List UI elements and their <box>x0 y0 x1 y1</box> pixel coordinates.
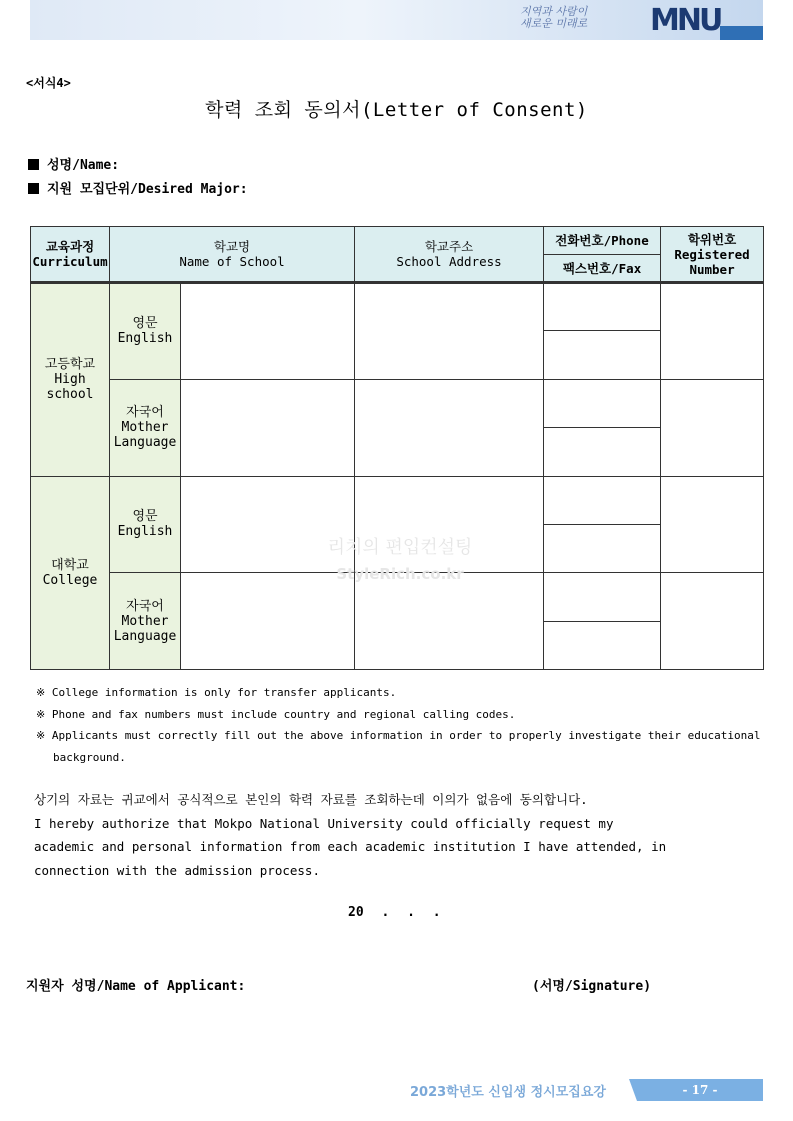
hs-english-phone-cell[interactable] <box>544 283 661 331</box>
college-mother-registered-number-cell[interactable] <box>661 573 764 670</box>
college-mother-school-address-cell[interactable] <box>355 573 544 670</box>
slogan-line1: 지역과 사람이 <box>520 5 588 18</box>
page-number-band <box>637 1079 763 1101</box>
school-address-header: 학교주소 School Address <box>355 227 544 283</box>
square-bullet-icon <box>28 183 39 194</box>
footer-guide-title: 2023학년도 신입생 정시모집요강 <box>410 1085 606 1100</box>
square-bullet-icon <box>28 159 39 170</box>
major-field <box>28 178 248 197</box>
hs-mother-fax-cell[interactable] <box>544 428 661 476</box>
notes <box>36 682 771 768</box>
college-mother-language-label: 자국어 Mother Language <box>110 573 181 670</box>
school-name-header: 학교명 Name of School <box>110 227 355 283</box>
phone-header: 전화번호/Phone <box>544 227 661 255</box>
high-school-label: 고등학교 High school <box>31 283 110 477</box>
university-logo: MNU <box>650 3 721 38</box>
hs-mother-registered-number-cell[interactable] <box>661 379 764 476</box>
hs-mother-language-label: 자국어 Mother Language <box>110 379 181 476</box>
hs-mother-phone-cell[interactable] <box>544 379 661 427</box>
watermark-line1: 리치의 편입컨설팅 <box>327 537 473 558</box>
college-english-label: 영문 English <box>110 476 181 573</box>
hs-english-school-address-cell[interactable] <box>355 283 544 380</box>
fax-header: 팩스번호/Fax <box>544 255 661 283</box>
header-banner <box>30 0 763 40</box>
hs-mother-school-name-cell[interactable] <box>181 379 355 476</box>
page-title: 학력 조회 동의서(Letter of Consent) <box>205 99 588 121</box>
consent-korean: 상기의 자료는 귀교에서 공식적으로 본인의 학력 자료를 조회하는데 이의가 없음에 동의합니다. <box>34 792 588 807</box>
slogan-line2: 새로운 미래로 <box>520 17 588 30</box>
banner-band <box>720 26 763 40</box>
name-field <box>28 154 119 173</box>
page-number: - 17 - <box>682 1083 718 1097</box>
college-mother-fax-cell[interactable] <box>544 621 661 669</box>
date-line[interactable]: 20 . . . <box>348 905 441 920</box>
note-item: ※ College information is only for transfer applicants. <box>36 686 397 699</box>
hs-english-fax-cell[interactable] <box>544 331 661 379</box>
watermark <box>320 535 480 587</box>
name-label: 성명/Name: <box>47 158 120 173</box>
consent-english: I hereby authorize that Mokpo National University could officially request my academic and personal information from each academic institution I have attended, in connection with the admission process. <box>34 815 667 878</box>
note-item: ※ Applicants must correctly fill out the above information in order to properly investigate their educational background. <box>36 729 761 764</box>
education-table <box>30 226 764 670</box>
college-english-registered-number-cell[interactable] <box>661 476 764 573</box>
consent-statement <box>34 788 674 882</box>
note-item: ※ Phone and fax numbers must include country and regional calling codes. <box>36 707 516 721</box>
college-english-phone-cell[interactable] <box>544 476 661 524</box>
college-english-fax-cell[interactable] <box>544 524 661 572</box>
college-mother-school-name-cell[interactable] <box>181 573 355 670</box>
college-label: 대학교 College <box>31 476 110 670</box>
curriculum-header: 교육과정 Curriculum <box>31 227 110 283</box>
hs-mother-school-address-cell[interactable] <box>355 379 544 476</box>
signature-label[interactable]: (서명/Signature) <box>532 979 652 994</box>
hs-english-label: 영문 English <box>110 283 181 380</box>
slogan <box>520 6 587 30</box>
form-number: <서식4> <box>26 76 71 90</box>
major-label: 지원 모집단위/Desired Major: <box>47 182 248 197</box>
college-mother-phone-cell[interactable] <box>544 573 661 621</box>
registered-number-header: 학위번호 Registered Number <box>661 227 764 283</box>
watermark-line2: StyleRich.co.kr <box>336 565 464 583</box>
applicant-name-label[interactable]: 지원자 성명/Name of Applicant: <box>26 979 246 994</box>
hs-english-registered-number-cell[interactable] <box>661 283 764 380</box>
hs-english-school-name-cell[interactable] <box>181 283 355 380</box>
